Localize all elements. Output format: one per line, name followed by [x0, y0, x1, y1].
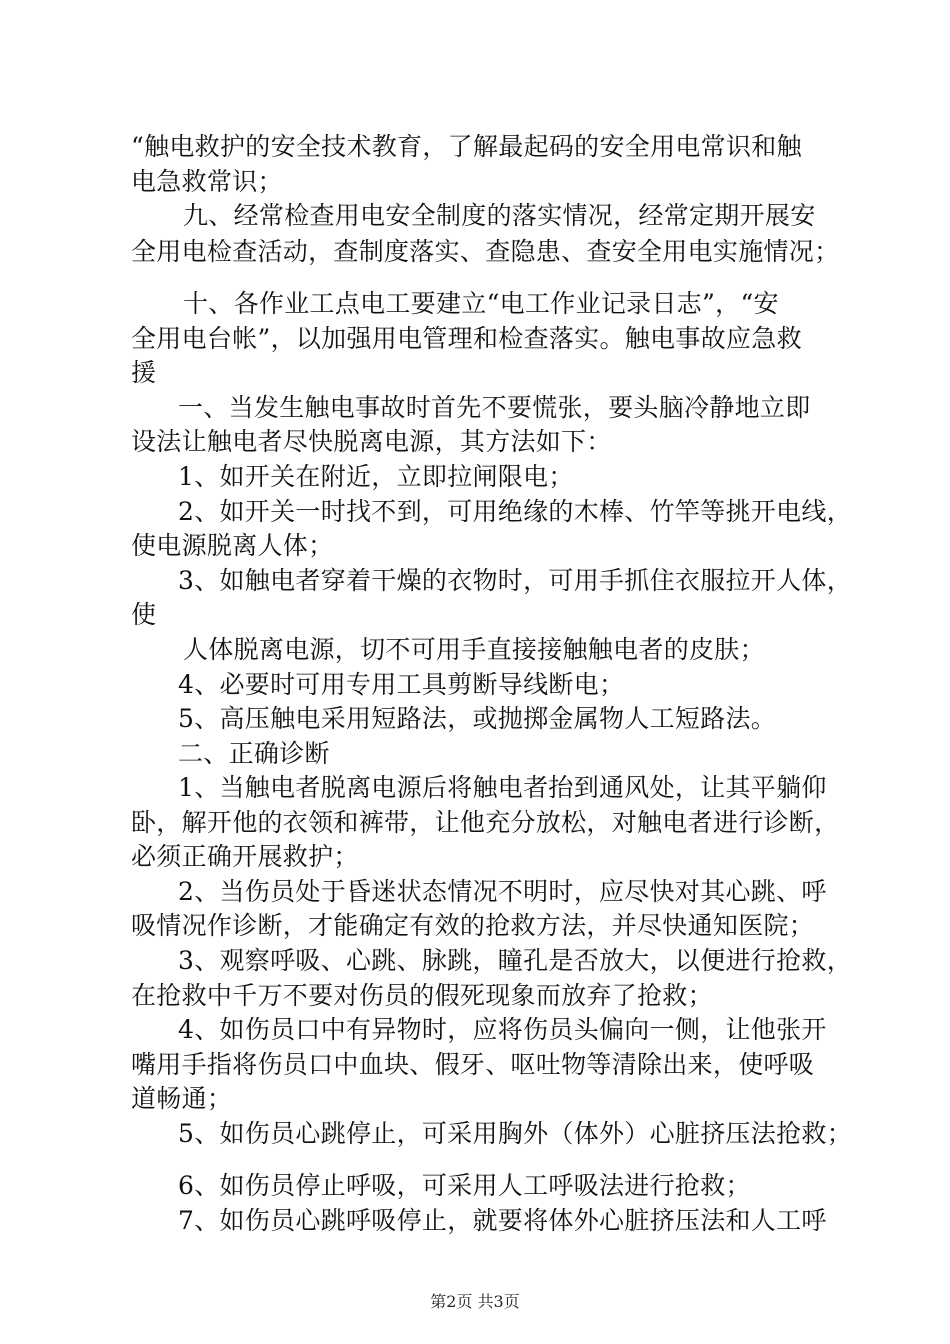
text-line: 二、正确诊断	[178, 739, 330, 768]
text-line: 卧，解开他的衣领和裤带，让他充分放松，对触电者进行诊断，	[131, 808, 840, 837]
text-line: 全用电检查活动，查制度落实、查隐患、查安全用电实施情况；	[131, 237, 840, 266]
text-line: 援	[131, 358, 157, 387]
text-line: 必须正确开展救护；	[131, 842, 359, 871]
text-line: 4、必要时可用专用工具剪断导线断电；	[178, 670, 625, 699]
text-line: 6、如伤员停止呼吸，可采用人工呼吸法进行抢救；	[178, 1171, 751, 1200]
text-line: 一、当发生触电事故时首先不要慌张，要头脑冷静地立即	[178, 393, 811, 422]
text-line: 全用电台帐”，以加强用电管理和检查落实。触电事故应急救	[131, 324, 802, 353]
text-line: 3、观察呼吸、心跳、脉跳，瞳孔是否放大，以便进行抢救，	[178, 946, 853, 975]
text-line: 5、高压触电采用短路法，或抛掷金属物人工短路法。	[178, 704, 777, 733]
text-line: 2、如开关一时找不到，可用绝缘的木棒、竹竿等挑开电线，	[178, 497, 853, 526]
text-line: 在抢救中千万不要对伤员的假死现象而放弃了抢救；	[131, 981, 713, 1010]
text-line: 十、各作业工点电工要建立“电工作业记录日志”，“安	[183, 289, 779, 318]
text-line: 5、如伤员心跳停止，可采用胸外（体外）心脏挤压法抢救；	[178, 1119, 853, 1148]
text-line: 吸情况作诊断，才能确定有效的抢救方法，并尽快通知医院；	[131, 911, 815, 940]
text-line: 使	[131, 600, 157, 629]
text-line: 人体脱离电源，切不可用手直接接触触电者的皮肤；	[183, 635, 765, 664]
page-footer: 第2页 共3页	[430, 1292, 520, 1311]
text-line: 7、如伤员心跳呼吸停止，就要将体外心脏挤压法和人工呼	[178, 1206, 827, 1235]
text-line: “触电救护的安全技术教育，了解最起码的安全用电常识和触	[131, 132, 802, 161]
text-line: 1、当触电者脱离电源后将触电者抬到通风处，让其平躺仰	[178, 773, 827, 802]
text-line: 九、经常检查用电安全制度的落实情况，经常定期开展安	[183, 201, 816, 230]
text-line: 4、如伤员口中有异物时，应将伤员头偏向一侧，让他张开	[178, 1015, 827, 1044]
text-line: 设法让触电者尽快脱离电源，其方法如下：	[131, 427, 612, 456]
text-line: 电急救常识；	[131, 167, 283, 196]
text-line: 2、当伤员处于昏迷状态情况不明时，应尽快对其心跳、呼	[178, 877, 827, 906]
text-line: 嘴用手指将伤员口中血块、假牙、呕吐物等清除出来，使呼吸	[131, 1050, 815, 1079]
text-line: 道畅通；	[131, 1084, 233, 1113]
text-line: 使电源脱离人体；	[131, 531, 334, 560]
text-line: 1、如开关在附近，立即拉闸限电；	[178, 462, 574, 491]
text-line: 3、如触电者穿着干燥的衣物时，可用手抓住衣服拉开人体，	[178, 566, 853, 595]
